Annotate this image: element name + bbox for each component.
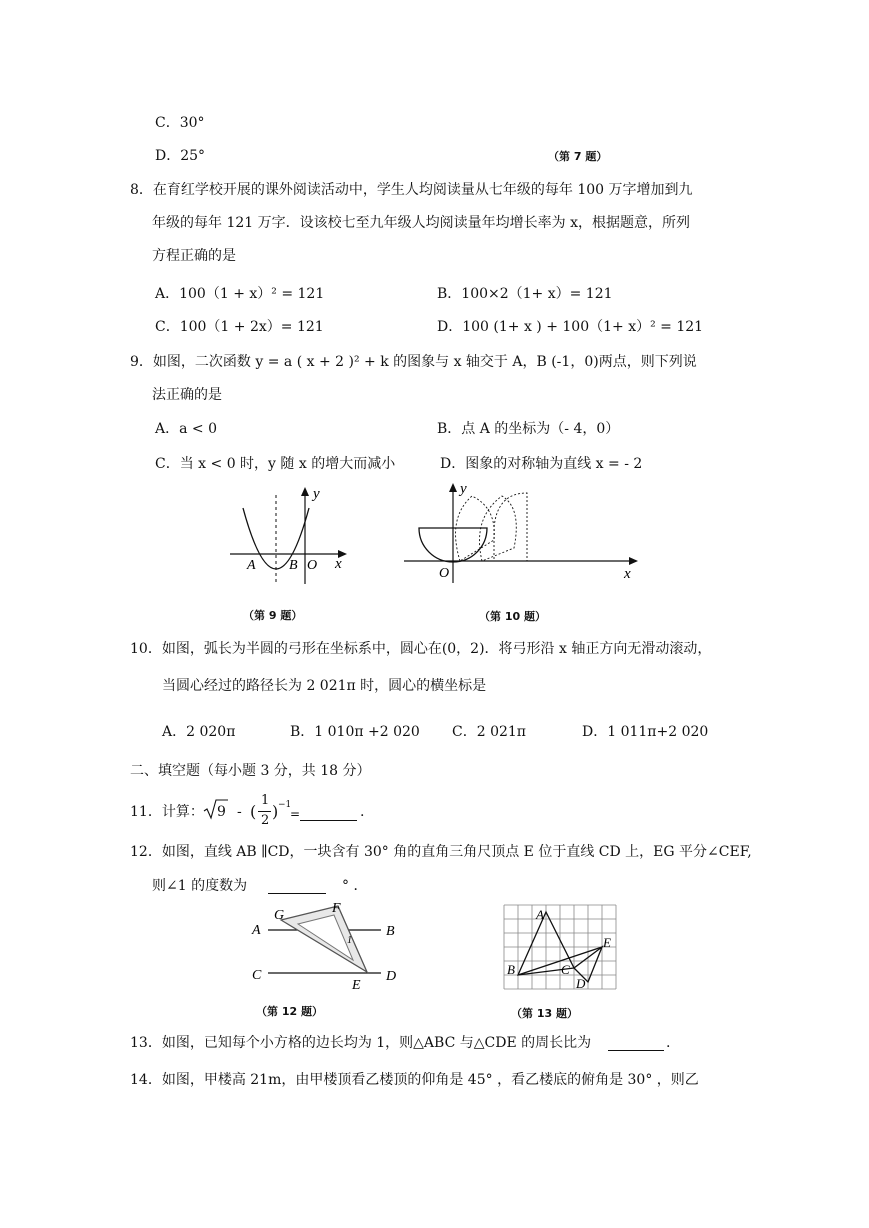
q12-stem-line2-suffix: ° ．	[342, 878, 368, 894]
fig9-label-a: A	[247, 558, 256, 573]
q9-option-c: C．当 x < 0 时，y 随 x 的增大而减小	[155, 456, 396, 472]
fig10-label-o: O	[439, 566, 450, 581]
fig9-label-x: x	[335, 556, 342, 572]
q11-radicand: 9	[217, 804, 226, 820]
fig9-label-b: B	[289, 558, 298, 573]
q7-figure-caption: （第 7 题）	[548, 150, 608, 163]
fig10-label-x: x	[624, 566, 631, 582]
q11-fraction-denominator: 2	[261, 813, 270, 828]
fig13-label-d: D	[576, 976, 586, 991]
figure-12-set-square	[248, 900, 408, 995]
q9-option-b: B．点 A 的坐标为（- 4，0）	[437, 421, 620, 437]
q8-option-c: C．100（1 + 2x）= 121	[155, 319, 324, 335]
q11-prefix: 11．计算：	[130, 804, 204, 820]
q12-figure-caption: （第 12 题）	[256, 1005, 323, 1018]
q10-figure-caption: （第 10 题）	[479, 610, 546, 623]
q10-option-c: C．2 021π	[452, 724, 526, 740]
q13-period: .	[666, 1035, 671, 1051]
q11-period: .	[360, 804, 365, 820]
q9-option-d: D．图象的对称轴为直线 x = - 2	[440, 456, 643, 472]
q8-option-d: D．100 (1+ x ) + 100（1+ x）² = 121	[437, 319, 704, 335]
fig12-label-a: A	[252, 923, 261, 938]
fig12-label-angle-1: 1	[347, 935, 352, 946]
figure-9-parabola	[225, 480, 355, 590]
fig12-label-d: D	[386, 969, 397, 984]
q7-option-c: C．30°	[155, 115, 205, 131]
fig9-label-o: O	[307, 558, 318, 573]
figure-13-grid-triangles	[503, 904, 618, 994]
q9-stem-line2: 法正确的是	[152, 387, 222, 403]
q11-right-paren: )	[272, 802, 279, 821]
q8-stem-line1: 8．在育红学校开展的课外阅读活动中，学生人均阅读量从七年级的每年 100 万字增加到九	[130, 182, 693, 198]
fig10-y-arrow	[449, 483, 457, 492]
fig13-label-c: C	[561, 962, 570, 977]
q10-option-d: D．1 011π+2 020	[582, 724, 709, 740]
q11-exponent: −1	[278, 800, 292, 810]
section-2-title: 二、填空题（每小题 3 分，共 18 分）	[130, 763, 371, 779]
fig12-label-f: F	[332, 901, 341, 916]
q8-stem-line2: 年级的每年 121 万字．设该校七至九年级人均阅读量年均增长率为 x，根据题意，所列	[152, 215, 690, 231]
q7-option-d: D．25°	[155, 148, 206, 164]
q10-stem-line1: 10．如图，弧长为半圆的弓形在坐标系中，圆心在(0，2)．将弓形沿 x 轴正方向无滑动滚动，	[130, 641, 712, 657]
fig12-label-e: E	[352, 978, 361, 993]
q13-answer-blank[interactable]	[608, 1036, 664, 1051]
q11-fraction-numerator: 1	[261, 793, 270, 808]
q14-stem-line1: 14．如图，甲楼高 21m，由甲楼顶看乙楼顶的仰角是 45° ，看乙楼底的俯角是 30° ，则乙	[130, 1072, 699, 1088]
fig9-label-y: y	[313, 486, 320, 502]
q9-stem-line1: 9．如图，二次函数 y = a ( x + 2 )² + k 的图象与 x 轴交于 A，B (-1，0)两点，则下列说	[130, 354, 697, 370]
fig13-label-b: B	[507, 962, 515, 977]
q13-figure-caption: （第 13 题）	[511, 1007, 578, 1020]
q11-answer-blank[interactable]	[300, 806, 357, 821]
fig10-x-arrow	[629, 557, 638, 565]
q8-stem-line3: 方程正确的是	[152, 248, 236, 264]
fig13-label-a: A	[536, 907, 544, 922]
q8-option-a: A．100（1 + x）² = 121	[155, 286, 325, 302]
q11-minus: -	[237, 804, 242, 820]
q8-option-b: B．100×2（1+ x）= 121	[437, 286, 613, 302]
q11-left-paren: (	[250, 802, 257, 821]
q9-figure-caption: （第 9 题）	[243, 609, 303, 622]
q10-stem-line2: 当圆心经过的路径长为 2 021π 时，圆心的横坐标是	[162, 678, 487, 694]
q11-equals: =	[290, 807, 301, 821]
fig13-label-e: E	[603, 935, 611, 950]
q13-stem-line1-prefix: 13．如图，已知每个小方格的边长均为 1，则△ABC 与△CDE 的周长比为	[130, 1035, 592, 1051]
q9-option-a: A．a < 0	[155, 421, 217, 437]
fig10-segment-rolled-3	[494, 493, 527, 561]
q12-answer-blank[interactable]	[268, 879, 326, 894]
q10-option-a: A．2 020π	[162, 724, 236, 740]
fig13-grid	[504, 905, 616, 989]
fig10-label-y: y	[460, 481, 467, 497]
fig12-label-b: B	[386, 924, 395, 939]
q12-stem-line1: 12．如图，直线 AB ∥CD，一块含有 30° 角的直角三角尺顶点 E 位于直线 CD 上，EG 平分∠CEF,	[130, 844, 752, 860]
fig12-label-g: G	[274, 908, 285, 923]
fig12-label-c: C	[252, 968, 262, 983]
q12-stem-line2-prefix: 则∠1 的度数为	[152, 878, 248, 894]
fig9-y-arrow	[301, 487, 309, 496]
figure-10-rolling-arc	[402, 478, 642, 588]
q10-option-b: B．1 010π +2 020	[290, 724, 420, 740]
